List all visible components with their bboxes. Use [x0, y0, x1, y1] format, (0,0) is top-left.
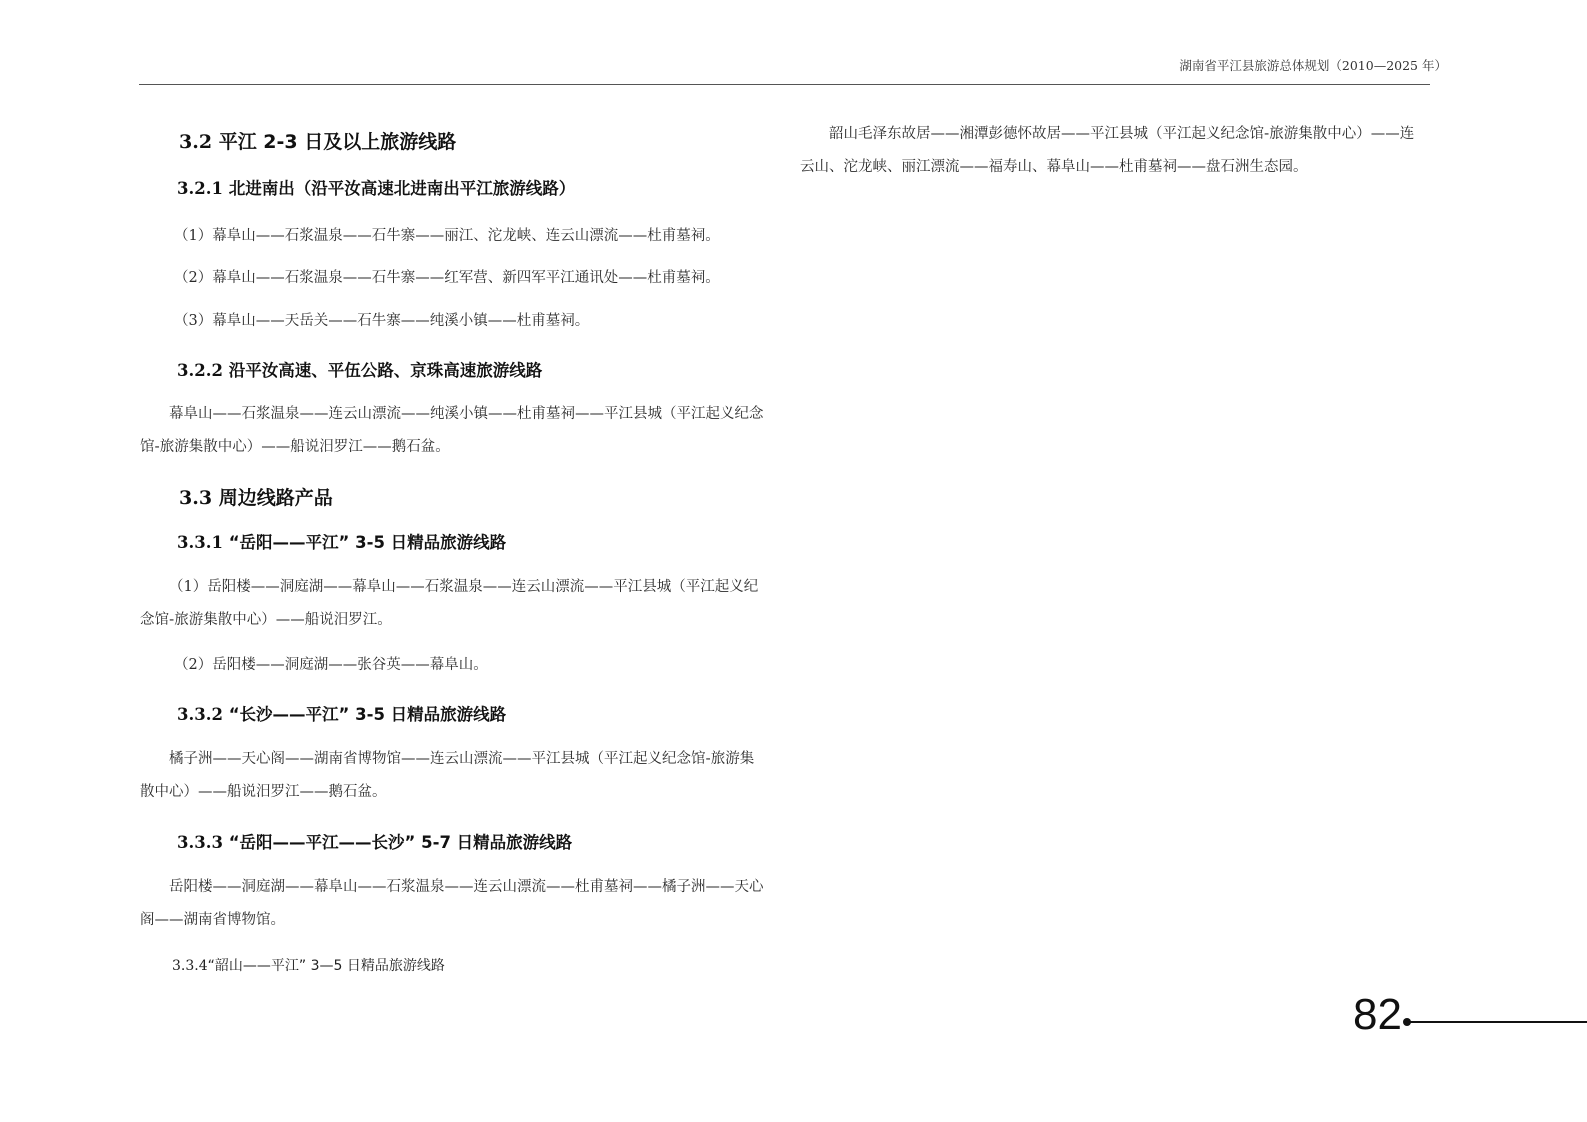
heading-3-3-1: 3.3.1 “岳阳——平江” 3-5 日精品旅游线路: [177, 533, 507, 552]
heading-3-2: 3.2 平江 2-3 日及以上旅游线路: [179, 131, 457, 153]
heading-3-2-2: 3.2.2 沿平汝高速、平伍公路、京珠高速旅游线路: [177, 361, 543, 380]
list-item: （2）幕阜山——石浆温泉——石牛寨——红军营、新四军平江通讯处——杜甫墓祠。: [174, 270, 720, 286]
heading-3-3-4: 3.3.4“韶山——平江” 3—5 日精品旅游线路: [172, 958, 445, 974]
heading-3-3-2: 3.3.2 “长沙——平江” 3-5 日精品旅游线路: [177, 705, 507, 724]
paragraph-3-3-4: 韶山毛泽东故居——湘潭彭德怀故居——平江县城（平江起义纪念馆-旅游集散中心）——连云山、沱龙峡、丽江漂流——福寿山、幕阜山——杜甫墓祠——盘石洲生态园。: [800, 126, 1415, 175]
heading-3-3-3: 3.3.3 “岳阳——平江——长沙” 5-7 日精品旅游线路: [177, 833, 573, 852]
page-number-line: [1407, 1021, 1587, 1023]
paragraph-3-2-2: 幕阜山——石浆温泉——连云山漂流——纯溪小镇——杜甫墓祠——平江县城（平江起义纪念馆-旅游集散中心）——船说汨罗江——鹅石盆。: [140, 406, 764, 455]
page-number: 82: [1353, 990, 1402, 1039]
paragraph-3-3-2: 橘子洲——天心阁——湖南省博物馆——连云山漂流——平江县城（平江起义纪念馆-旅游集散中心）——船说汨罗江——鹅石盆。: [140, 751, 755, 800]
list-item: （3）幕阜山——天岳关——石牛寨——纯溪小镇——杜甫墓祠。: [174, 313, 590, 329]
header-rule: [139, 84, 1430, 85]
heading-3-2-1: 3.2.1 北进南出（沿平汝高速北进南出平江旅游线路）: [177, 179, 576, 198]
list-item: （1）岳阳楼——洞庭湖——幕阜山——石浆温泉——连云山漂流——平江县城（平江起义纪念馆-旅游集散中心）——船说汨罗江。: [140, 579, 759, 628]
list-item: （1）幕阜山——石浆温泉——石牛寨——丽江、沱龙峡、连云山漂流——杜甫墓祠。: [174, 228, 720, 244]
list-item: （2）岳阳楼——洞庭湖——张谷英——幕阜山。: [174, 657, 488, 673]
heading-3-3: 3.3 周边线路产品: [179, 487, 333, 509]
paragraph-3-3-3: 岳阳楼——洞庭湖——幕阜山——石浆温泉——连云山漂流——杜甫墓祠——橘子洲——天心阁——湖南省博物馆。: [140, 879, 764, 928]
running-header: 湖南省平江县旅游总体规划（2010—2025 年）: [1179, 58, 1447, 73]
